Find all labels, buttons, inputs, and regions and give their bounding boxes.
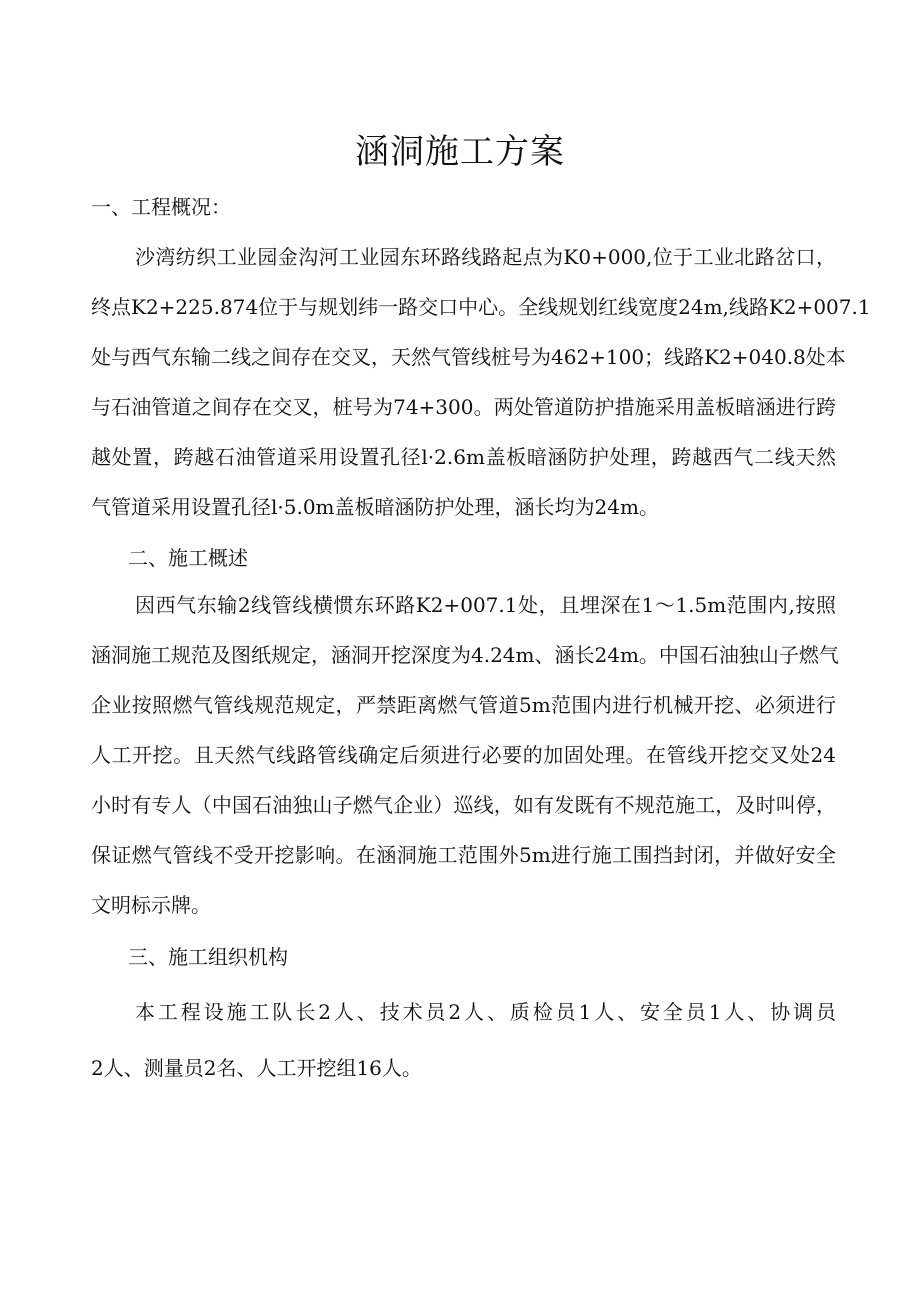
text-line: 保证燃气管线不受开挖影响。在涵洞施工范围外5m进行施工围挡封闭，并做好安全: [91, 843, 836, 867]
text-line: 2人、测量员2名、人工开挖组16人。: [91, 1056, 422, 1080]
section-body-summary: [91, 580, 839, 930]
document-title: 涵洞施工方案: [355, 132, 565, 172]
text-line: 本工程设施工队长2人、技术员2人、质检员1人、安全员1人、协调员: [135, 1000, 836, 1024]
text-line: 小时有专人（中国石油独山子燃气企业）巡线，如有发既有不规范施工，及时叫停，: [91, 793, 836, 817]
text-line: 终点K2+225.874位于与规划纬一路交口中心。全线规划红线宽度24m,线路K2+007.1: [91, 295, 871, 319]
text-line: 气管道采用设置孔径l·5.0m盖板暗涵防护处理，涵长均为24m。: [91, 495, 659, 519]
text-line: 人工开挖。且天然气线路管线确定后须进行必要的加固处理。在管线开挖交叉处24: [91, 743, 836, 767]
text-line: 与石油管道之间存在交叉，桩号为74+300。两处管道防护措施采用盖板暗涵进行跨: [91, 395, 836, 419]
text-line: 处与西气东输二线之间存在交叉，天然气管线桩号为462+100；线路K2+040.8处本: [91, 345, 846, 369]
text-line: 企业按照燃气管线规范规定，严禁距离燃气管道5m范围内进行机械开挖、必须进行: [91, 693, 836, 717]
text-line: 因西气东输2线管线横惯东环路K2+007.1处，且埋深在1～1.5m范围内,按照: [135, 593, 836, 617]
section-body-organization: [91, 984, 836, 1096]
section-heading-organization: 三、施工组织机构: [128, 945, 288, 969]
section-heading-overview: 一、工程概况：: [91, 195, 231, 219]
section-body-overview: [91, 232, 871, 532]
text-line: 涵洞施工规范及图纸规定，涵洞开挖深度为4.24m、涵长24m。中国石油独山子燃气: [91, 643, 839, 667]
text-line: 沙湾纺织工业园金沟河工业园东环路线路起点为K0+000,位于工业北路岔口，: [135, 245, 836, 269]
text-line: 文明标示牌。: [91, 893, 211, 917]
text-line: 越处置，跨越石油管道采用设置孔径l·2.6m盖板暗涵防护处理，跨越西气二线天然: [91, 445, 836, 469]
section-heading-summary: 二、施工概述: [128, 546, 248, 570]
